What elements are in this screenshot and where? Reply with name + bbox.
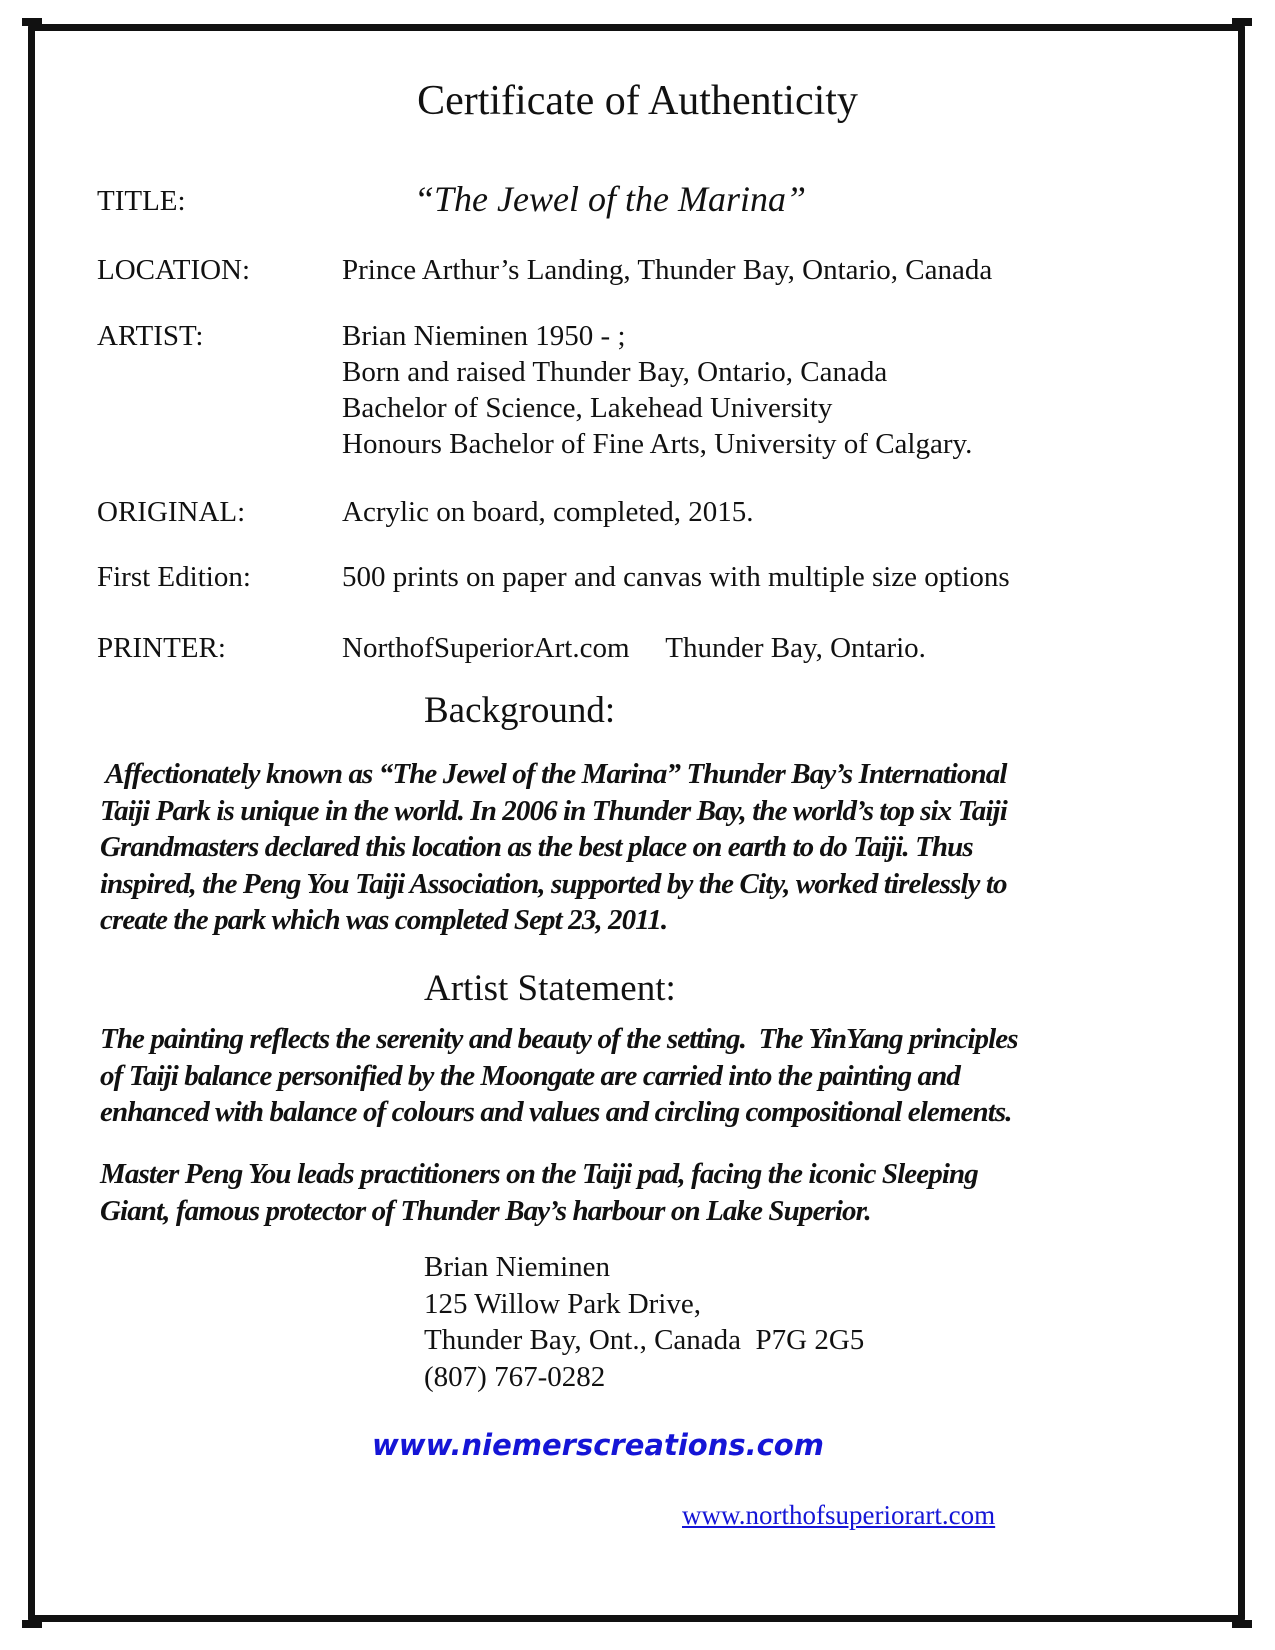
printer-label: PRINTER: <box>97 632 226 664</box>
original-label: ORIGINAL: <box>97 496 246 528</box>
statement-paragraph-1 <box>100 1021 1180 1131</box>
title-label: TITLE: <box>97 185 186 217</box>
contact-name: Brian Nieminen <box>424 1251 611 1283</box>
artist-line-2: Born and raised Thunder Bay, Ontario, Canada <box>342 356 888 388</box>
printer-value: NorthofSuperiorArt.com Thunder Bay, Ontario. <box>342 632 926 664</box>
artist-line-4: Honours Bachelor of Fine Arts, University of Calgary. <box>342 428 973 460</box>
border-corner-bottom-left <box>22 1620 42 1628</box>
background-heading: Background: <box>424 690 616 731</box>
artist-line-1: Brian Nieminen 1950 - ; <box>342 320 626 352</box>
certificate-heading: Certificate of Authenticity <box>417 78 858 124</box>
background-line: Taiji Park is unique in the world. In 2006 in Thunder Bay, the world’s top six Taiji <box>100 794 1007 827</box>
statement-line: Master Peng You leads practitioners on the Taiji pad, facing the iconic Sleeping <box>100 1158 978 1190</box>
northofsuperiorart-link[interactable]: www.northofsuperiorart.com <box>682 1500 996 1530</box>
background-paragraph <box>100 756 1180 939</box>
artwork-title: “The Jewel of the Marina” <box>414 179 806 219</box>
background-line: create the park which was completed Sept 23, 2011. <box>100 904 668 936</box>
border-corner-bottom-right <box>1232 1620 1252 1628</box>
border-corner-top-left <box>22 18 42 26</box>
edition-value: 500 prints on paper and canvas with multiple size options <box>342 561 1010 593</box>
location-value: Prince Arthur’s Landing, Thunder Bay, Ontario, Canada <box>342 254 993 286</box>
statement-paragraph-2 <box>100 1156 1180 1229</box>
contact-street: 125 Willow Park Drive, <box>424 1287 701 1320</box>
statement-line: enhanced with balance of colours and values and circling compositional elements. <box>100 1096 1012 1128</box>
border-corner-top-right <box>1232 18 1252 26</box>
location-label: LOCATION: <box>97 254 251 286</box>
artist-label: ARTIST: <box>97 320 204 352</box>
statement-line: The painting reflects the serenity and beauty of the setting. The YinYang principles <box>100 1023 1018 1055</box>
background-line: Grandmasters declared this location as the best place on earth to do Taiji. Thus <box>100 831 973 863</box>
contact-city: Thunder Bay, Ont., Canada P7G 2G5 <box>424 1324 865 1356</box>
background-line: inspired, the Peng You Taiji Association, supported by the City, worked tirelessly to <box>100 867 1007 900</box>
niemerscreations-link[interactable]: www.niemerscreations.com <box>372 1428 824 1462</box>
statement-line: Giant, famous protector of Thunder Bay’s harbour on Lake Superior. <box>100 1194 871 1227</box>
contact-phone: (807) 767-0282 <box>424 1360 606 1393</box>
contact-address-block <box>424 1249 864 1395</box>
original-value: Acrylic on board, completed, 2015. <box>342 496 754 528</box>
edition-label: First Edition: <box>97 561 251 593</box>
artist-statement-heading: Artist Statement: <box>424 968 676 1009</box>
statement-line: of Taiji balance personified by the Moongate are carried into the painting and <box>100 1059 960 1092</box>
artist-line-3: Bachelor of Science, Lakehead University <box>342 392 833 424</box>
background-line: Affectionately known as “The Jewel of the Marina” Thunder Bay’s International <box>100 758 1007 790</box>
